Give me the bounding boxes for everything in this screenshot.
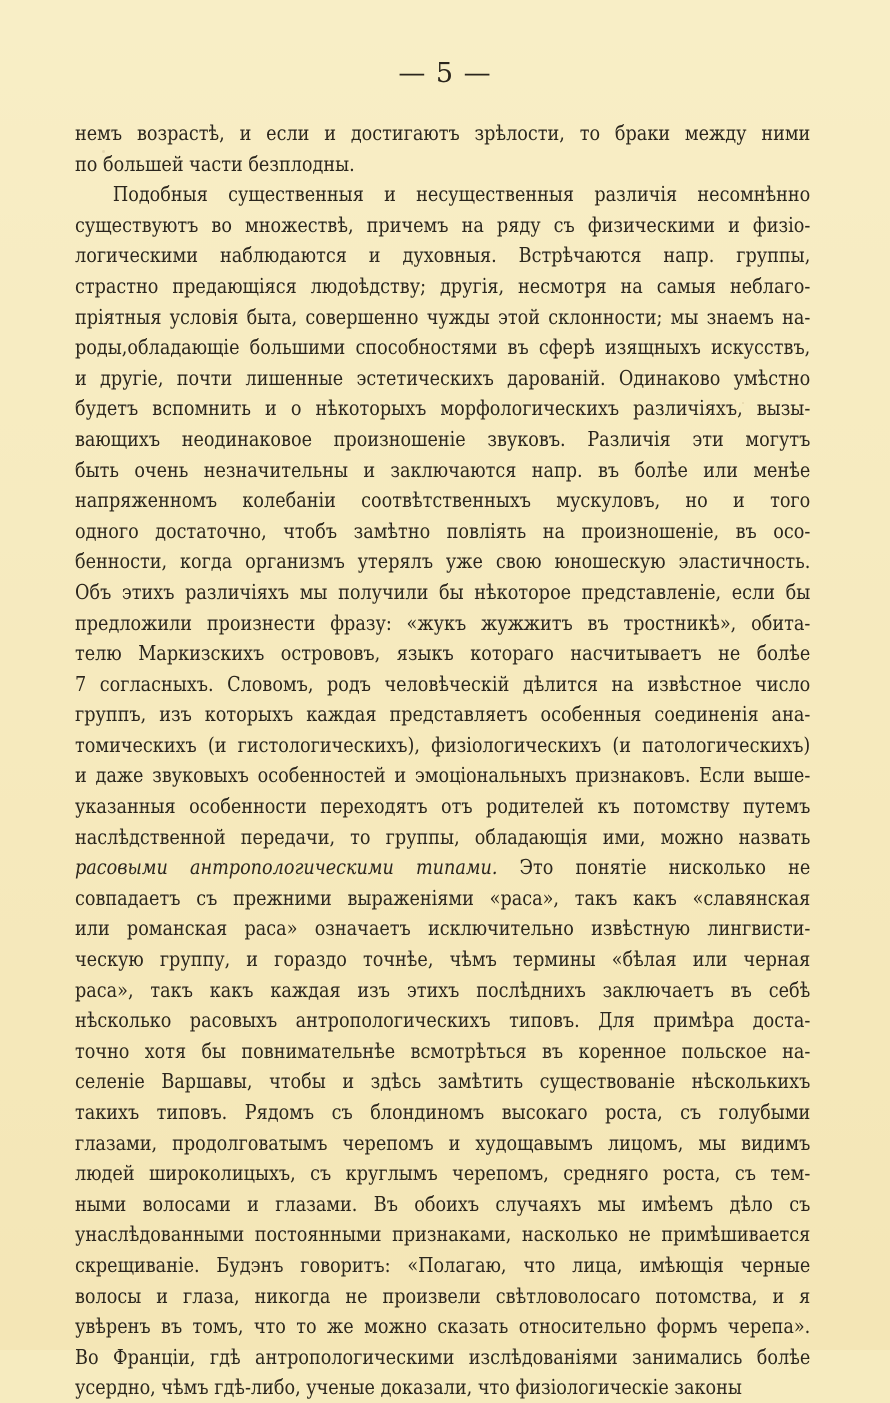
text-line [75, 393, 810, 424]
line-text: людей широколицыхъ, съ круглымъ черепомъ, средняго роста, съ тем- [75, 1161, 811, 1186]
line-text: ными волосами и глазами. Въ обоихъ случаяхъ мы имѣемъ дѣло съ [75, 1191, 811, 1216]
line-text: логическими наблюдаются и духовныя. Встрѣчаются напр. группы, [75, 243, 811, 268]
text-line [75, 210, 810, 241]
text-line [75, 1250, 810, 1281]
line-text: будетъ вспомнить и о нѣкоторыхъ морфологическихъ различіяхъ, вызы- [75, 396, 811, 421]
line-text: волосы и глаза, никогда не произвели свѣтловолосаго потомства, и я [75, 1283, 811, 1308]
text-line [75, 669, 810, 700]
text-line [75, 240, 810, 271]
text-line [75, 638, 810, 669]
text-line [75, 485, 810, 516]
text-line [75, 363, 810, 394]
text-line [75, 913, 810, 944]
page-number: — 5 — [398, 58, 492, 89]
text-line [75, 149, 810, 180]
text-line [75, 455, 810, 486]
line-text: вающихъ неодинаковое произношеніе звуковъ. Различія эти могутъ [75, 426, 811, 451]
line-text: нѣсколько расовыхъ антропологическихъ типовъ. Для примѣра доста- [75, 1008, 811, 1033]
text-line [75, 1005, 810, 1036]
line-text: Объ этихъ различіяхъ мы получили бы нѣкоторое представленіе, если бы [75, 579, 811, 604]
text-line [75, 1372, 810, 1403]
line-text: совпадаетъ съ прежними выраженіями «раса», такъ какъ «славянская [75, 885, 811, 910]
text-line [75, 302, 810, 333]
text-line [75, 1066, 810, 1097]
line-text: точно хотя бы повнимательнѣе всмотрѣться въ коренное польское на- [75, 1038, 811, 1063]
line-text: Это понятіе нисколько не [497, 855, 811, 880]
line-text: скрещиваніе. Будэнъ говоритъ: «Полагаю, что лица, имѣющія черные [75, 1252, 811, 1277]
line-text: страстно предающіяся людоѣдству; другія, несмотря на самыя неблаго- [75, 273, 811, 298]
text-line [75, 332, 810, 363]
body-text [75, 118, 810, 1403]
text-line [75, 608, 810, 639]
line-text: 7 согласныхъ. Словомъ, родъ человѣческій дѣлится на извѣстное число [75, 671, 811, 696]
text-line [75, 516, 810, 547]
line-text: и даже звуковыхъ особенностей и эмоціональныхъ признаковъ. Если выше- [75, 763, 811, 788]
text-line [75, 118, 810, 149]
line-text: по большей части безплодны. [75, 151, 355, 176]
line-text: бенности, когда организмъ утерялъ уже свою юношескую эластичность. [75, 549, 811, 574]
line-text: пріятныя условія быта, совершенно чужды этой склонности; мы знаемъ на- [75, 304, 811, 329]
text-line [75, 760, 810, 791]
text-line [75, 424, 810, 455]
line-text: быть очень незначительны и заключаются напр. въ болѣе или менѣе [75, 457, 811, 482]
text-line [75, 271, 810, 302]
line-text: одного достаточно, чтобъ замѣтно повліять на произношеніе, въ осо- [75, 518, 811, 543]
line-text: Подобныя существенныя и несущественныя различія несомнѣнно [112, 182, 811, 207]
line-text: усердно, чѣмъ гдѣ-либо, ученые доказали, что физіологическіе законы [75, 1375, 742, 1400]
text-line [75, 975, 810, 1006]
text-line [75, 546, 810, 577]
text-line [75, 699, 810, 730]
line-text: томическихъ (и гистологическихъ), физіологическихъ (и патологическихъ) [75, 732, 811, 757]
text-line [75, 822, 810, 853]
line-text: ческую группу, и гораздо точнѣе, чѣмъ термины «бѣлая или черная [75, 947, 811, 972]
text-line [75, 944, 810, 975]
text-line [75, 1342, 810, 1373]
text-line [75, 791, 810, 822]
line-text: Во Франціи, гдѣ антропологическими изслѣдованіями занимались болѣе [75, 1344, 811, 1369]
line-text: напряженномъ колебаніи соотвѣтственныхъ мускуловъ, но и того [75, 488, 811, 513]
line-text: и другіе, почти лишенные эстетическихъ дарованій. Одинаково умѣстно [75, 365, 811, 390]
text-line [75, 1189, 810, 1220]
line-text: группъ, изъ которыхъ каждая представляетъ особенныя соединенія ана- [75, 702, 811, 727]
emphasized-term: расовыми антропологическими типами. [75, 855, 498, 880]
line-text: раса», такъ какъ каждая изъ этихъ послѣднихъ заключаетъ въ себѣ [75, 977, 811, 1002]
text-line [75, 1158, 810, 1189]
line-text: роды,обладающіе большими способностями въ сферѣ изящныхъ искусствъ, [75, 335, 811, 360]
line-text: предложили произнести фразу: «жукъ жужжитъ въ тростникѣ», обита- [75, 610, 811, 635]
text-line [75, 1219, 810, 1250]
text-line [75, 1128, 810, 1159]
line-text: немъ возрастѣ, и если и достигаютъ зрѣлости, то браки между ними [75, 121, 811, 145]
text-line [75, 1311, 810, 1342]
line-text: такихъ типовъ. Рядомъ съ блондиномъ высокаго роста, съ голубыми [75, 1100, 811, 1124]
text-line [75, 179, 810, 210]
text-line [75, 730, 810, 761]
line-text: или романская раса» означаетъ исключительно извѣстную лингвисти- [75, 916, 811, 941]
text-line [75, 1036, 810, 1067]
line-text: селеніе Варшавы, чтобы и здѣсь замѣтить существованіе нѣсколькихъ [75, 1069, 811, 1094]
line-text: указанныя особенности переходятъ отъ родителей къ потомству путемъ [75, 794, 811, 819]
text-line [75, 1097, 810, 1128]
line-text: наслѣдственной передачи, то группы, обладающія ими, можно назвать [75, 824, 811, 849]
line-text: телю Маркизскихъ острововъ, языкъ котораго насчитываетъ не болѣе [75, 641, 811, 666]
line-text: унаслѣдованными постоянными признаками, насколько не примѣшивается [75, 1222, 811, 1247]
text-line [75, 577, 810, 608]
text-line [75, 852, 810, 883]
text-line [75, 883, 810, 914]
line-text: существуютъ во множествѣ, причемъ на ряду съ физическими и физіо- [75, 212, 811, 237]
text-line [75, 1281, 810, 1312]
line-text: увѣренъ въ томъ, что то же можно сказать относительно формъ черепа». [75, 1314, 811, 1339]
line-text: глазами, продолговатымъ черепомъ и худощавымъ лицомъ, мы видимъ [75, 1130, 811, 1155]
